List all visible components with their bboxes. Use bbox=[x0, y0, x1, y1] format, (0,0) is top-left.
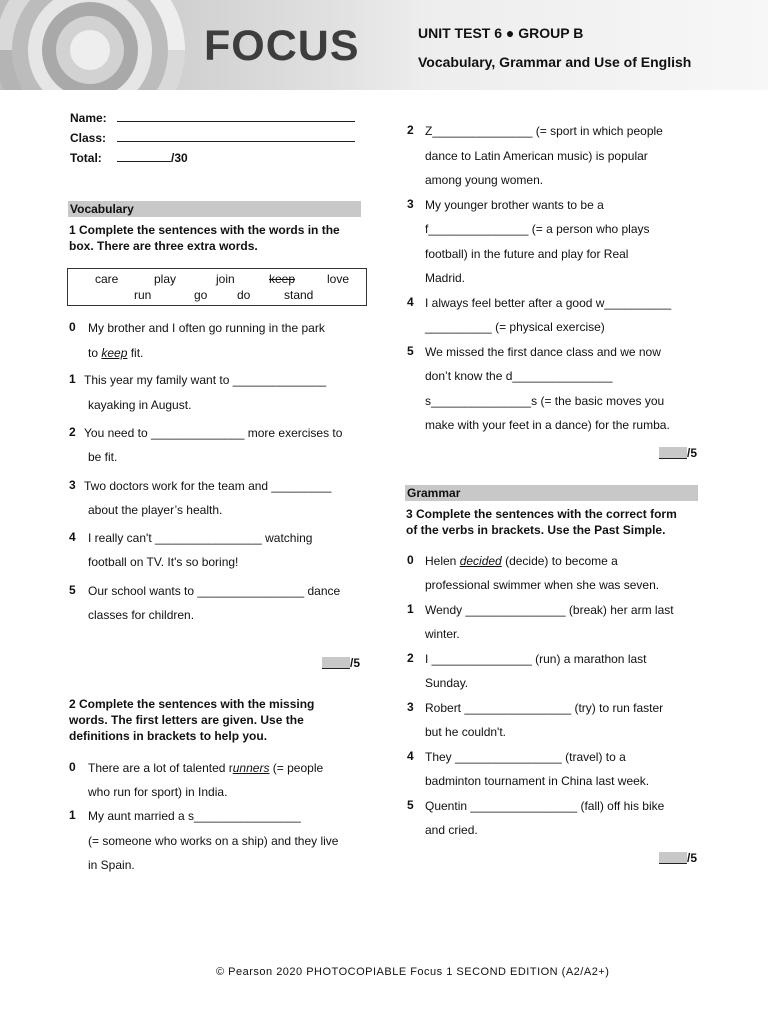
ex1-item-number: 3 bbox=[69, 478, 76, 492]
ex1-score[interactable]: /5 bbox=[322, 655, 360, 671]
ex1-item-number: 0 bbox=[69, 320, 76, 334]
ex2-instruction-line3: definitions in brackets to help you. bbox=[69, 729, 268, 743]
ex2-item5-line4: make with your feet in a dance) for the rumba. bbox=[425, 418, 670, 432]
unit-title: UNIT TEST 6 ● GROUP B bbox=[418, 25, 584, 41]
ex1-item2-line1[interactable]: You need to ______________ more exercises to bbox=[84, 426, 343, 440]
ex2-item5-line1: We missed the first dance class and we now bbox=[425, 345, 661, 359]
ex3-item5-line2: and cried. bbox=[425, 823, 478, 837]
ex3-item0-line2: professional swimmer when she was seven. bbox=[425, 578, 660, 592]
class-label: Class: bbox=[70, 131, 107, 145]
ex1-item1-line1[interactable]: This year my family want to ______________ bbox=[84, 373, 327, 387]
ex2-instruction-line2: words. The first letters are given. Use the bbox=[69, 713, 304, 727]
ex1-item1-line2: kayaking in August. bbox=[88, 398, 192, 412]
ex1-item-number: 5 bbox=[69, 583, 76, 597]
name-label: Name: bbox=[70, 111, 107, 125]
ex2-item1-line1[interactable]: My aunt married a s________________ bbox=[88, 809, 301, 823]
word-box bbox=[67, 268, 367, 306]
word-run: run bbox=[134, 288, 152, 302]
ex2-score[interactable]: /5 bbox=[659, 445, 697, 461]
word-stand: stand bbox=[284, 288, 314, 302]
total-label: Total: bbox=[70, 151, 102, 165]
word-keep-crossed: keep bbox=[269, 272, 296, 286]
ex2-item-number: 5 bbox=[407, 344, 414, 358]
ex1-item-number: 1 bbox=[69, 372, 76, 386]
ex3-item3-line1[interactable]: Robert ________________ (try) to run faster bbox=[425, 701, 664, 715]
ex2-item4-line1[interactable]: I always feel better after a good w__________ bbox=[425, 296, 672, 310]
example-answer: unners bbox=[232, 761, 270, 775]
ex3-item0-line1: Helen decided (decide) to become a bbox=[425, 554, 618, 568]
ex1-item0-line1: My brother and I often go running in the park bbox=[88, 321, 325, 335]
example-answer: decided bbox=[459, 554, 502, 568]
class-field[interactable] bbox=[117, 129, 355, 147]
ex3-instruction-line1: 3 Complete the sentences with the correct form bbox=[406, 507, 677, 521]
ex2-item4-line2[interactable]: __________ (= physical exercise) bbox=[425, 320, 605, 334]
ex1-item4-line1[interactable]: I really can't ________________ watching bbox=[88, 531, 313, 545]
ex2-item-number: 3 bbox=[407, 197, 414, 211]
ex1-instruction-line1: 1 Complete the sentences with the words in the bbox=[69, 223, 340, 237]
word-love: love bbox=[327, 272, 350, 286]
ex2-item3-line2[interactable]: f_______________ (= a person who plays bbox=[425, 222, 650, 236]
word-go: go bbox=[194, 288, 208, 302]
focus-logo: FOCUS bbox=[204, 22, 360, 70]
word-care: care bbox=[95, 272, 119, 286]
word-do: do bbox=[237, 288, 251, 302]
ex2-item0-line2: who run for sport) in India. bbox=[88, 785, 228, 799]
ex3-item4-line1[interactable]: They ________________ (travel) to a bbox=[425, 750, 626, 764]
name-field[interactable] bbox=[117, 109, 355, 127]
ex3-item2-line2: Sunday. bbox=[425, 676, 469, 690]
ex3-item1-line1[interactable]: Wendy _______________ (break) her arm last bbox=[425, 603, 674, 617]
ex3-item-number: 0 bbox=[407, 553, 414, 567]
ex2-item2-line2: dance to Latin American music) is popular bbox=[425, 149, 648, 163]
word-join: join bbox=[216, 272, 235, 286]
ex3-item1-line2: winter. bbox=[425, 627, 460, 641]
ex1-item5-line2: classes for children. bbox=[88, 608, 195, 622]
ex3-item3-line2: but he couldn't. bbox=[425, 725, 507, 739]
ex3-item2-line1[interactable]: I _______________ (run) a marathon last bbox=[425, 652, 647, 666]
ex2-item1-line3: in Spain. bbox=[88, 858, 135, 872]
ex3-item-number: 2 bbox=[407, 651, 414, 665]
ex1-item3-line2: about the player’s health. bbox=[88, 503, 223, 517]
ex3-item-number: 1 bbox=[407, 602, 414, 616]
ex3-score[interactable]: /5 bbox=[659, 850, 697, 866]
ex2-item1-line2: (= someone who works on a ship) and they live bbox=[88, 834, 339, 848]
ex1-item0-line2: to keep fit. bbox=[88, 346, 144, 360]
vocabulary-section-title: Vocabulary bbox=[68, 201, 361, 217]
ex3-item-number: 5 bbox=[407, 798, 414, 812]
ex2-instruction-line1: 2 Complete the sentences with the missing bbox=[69, 697, 315, 711]
word-play: play bbox=[154, 272, 177, 286]
ex1-instruction-line2: box. There are three extra words. bbox=[69, 239, 258, 253]
ex1-item4-line2: football on TV. It's so boring! bbox=[88, 555, 239, 569]
ex2-item3-line4: Madrid. bbox=[425, 271, 466, 285]
total-suffix: /30 bbox=[171, 151, 188, 165]
ex1-item-number: 4 bbox=[69, 530, 76, 544]
ex2-item5-line3[interactable]: s_______________s (= the basic moves you bbox=[425, 394, 665, 408]
ex2-item5-line2[interactable]: don’t know the d_______________ bbox=[425, 369, 613, 383]
page-footer: © Pearson 2020 PHOTOCOPIABLE Focus 1 SECOND EDITION (A2/A2+) bbox=[216, 966, 610, 978]
ex3-item4-line2: badminton tournament in China last week. bbox=[425, 774, 650, 788]
ex2-item-number: 4 bbox=[407, 295, 414, 309]
ex2-item2-line3: among young women. bbox=[425, 173, 544, 187]
ex3-item5-line1[interactable]: Quentin ________________ (fall) off his bike bbox=[425, 799, 665, 813]
total-field[interactable] bbox=[117, 149, 188, 167]
ex3-item-number: 4 bbox=[407, 749, 414, 763]
ex2-item3-line3: football) in the future and play for Real bbox=[425, 247, 629, 261]
ex3-item-number: 3 bbox=[407, 700, 414, 714]
ex2-item-number: 0 bbox=[69, 760, 76, 774]
example-answer: keep bbox=[101, 346, 128, 360]
ex2-item2-line1[interactable]: Z_______________ (= sport in which people bbox=[425, 124, 663, 138]
test-subtitle: Vocabulary, Grammar and Use of English bbox=[418, 54, 692, 70]
ex1-item3-line1[interactable]: Two doctors work for the team and _________ bbox=[84, 479, 332, 493]
ex1-item-number: 2 bbox=[69, 425, 76, 439]
ex2-item-number: 1 bbox=[69, 808, 76, 822]
grammar-section-title: Grammar bbox=[405, 485, 698, 501]
ex1-item5-line1[interactable]: Our school wants to ________________ dance bbox=[88, 584, 341, 598]
ex1-item2-line2: be fit. bbox=[88, 450, 118, 464]
disc-graphic bbox=[0, 0, 190, 90]
ex2-item-number: 2 bbox=[407, 123, 414, 137]
ex3-instruction-line2: of the verbs in brackets. Use the Past Simple. bbox=[406, 523, 666, 537]
ex2-item3-line1: My younger brother wants to be a bbox=[425, 198, 604, 212]
ex2-item0-line1: There are a lot of talented runners (= people bbox=[88, 761, 324, 775]
header-banner bbox=[0, 0, 768, 90]
